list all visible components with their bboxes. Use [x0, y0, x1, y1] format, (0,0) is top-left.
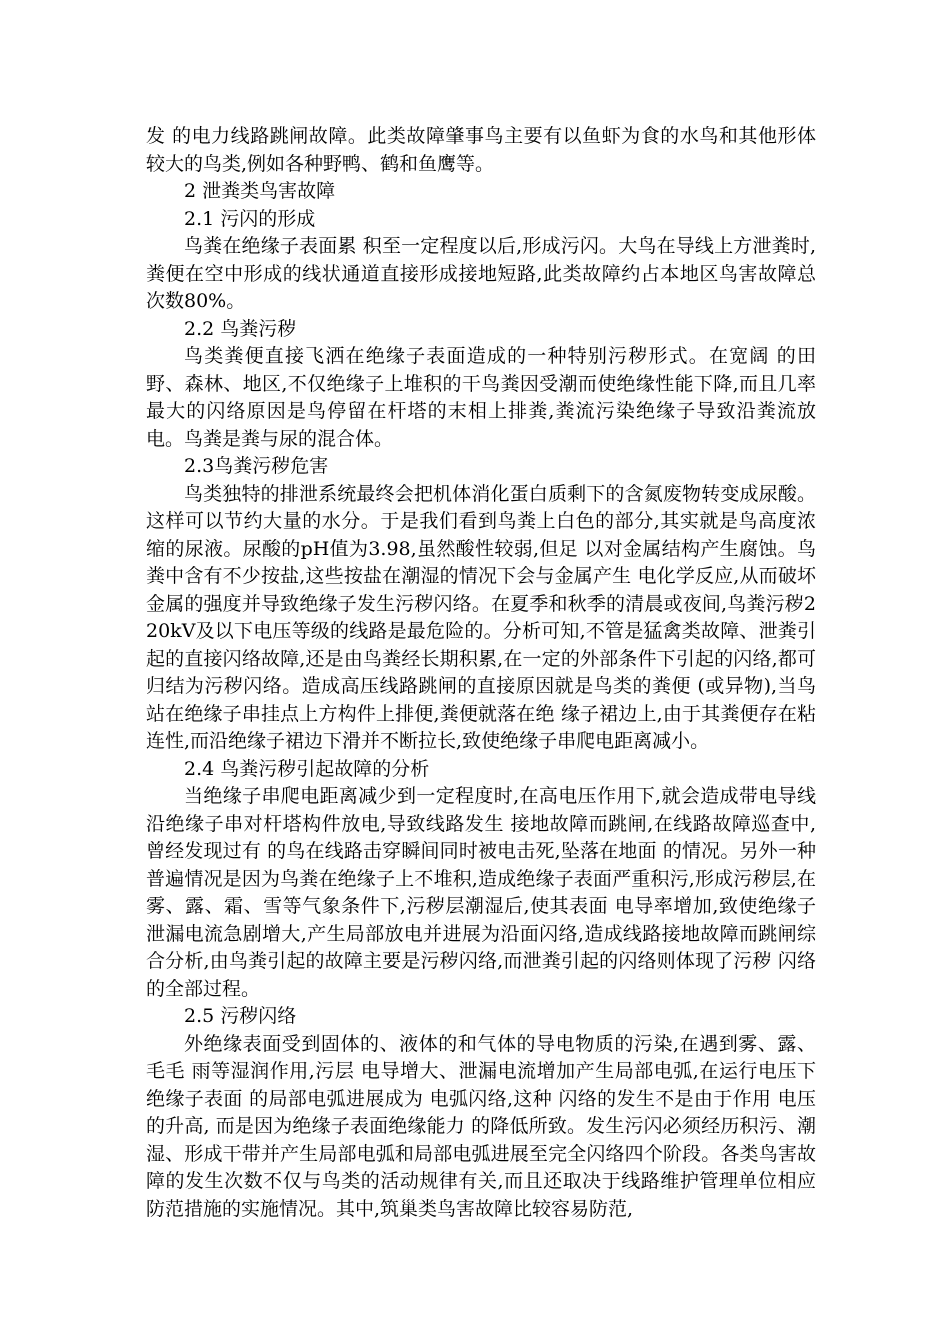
subsection-heading-2-3: 2.3鸟粪污秽危害 — [184, 455, 329, 477]
section-heading-2: 2 泄粪类鸟害故障 — [184, 180, 336, 202]
subsection-heading-2-5: 2.5 污秽闪络 — [184, 1005, 297, 1027]
paragraph-2-1: 鸟粪在绝缘子表面累 积至一定程度以后,形成污闪。大鸟在导线上方泄粪时,粪便在空中形成的线状通道直接形成接地短路,此类故障约占本地区鸟害故障总次数80%。 — [146, 235, 816, 312]
subsection-heading-2-2: 2.2 鸟粪污秽 — [184, 317, 297, 340]
paragraph-2-5: 外绝缘表面受到固体的、液体的和气体的导电物质的污染,在遇到雾、露、毛毛 雨等湿润作用,污层 电导增大、泄漏电流增加产生局部电弧,在运行电压下绝缘子表面 的局部电弧进展成为 电弧闪络,这种 闪络的发生不是由于作用 电压的升高, 而是因为绝缘子表面绝缘能力 的降低所致。发生污闪必须经历积污、潮湿、形成干带并产生局部电弧和局部电弧进展至完全闪络四个阶段。各类鸟害故障的发生次数不仅与鸟类的活动规律有关,而且还取决于线路维护管理单位相应防范措施的实施情况。其中,筑巢类鸟害故障比较容易防范, — [146, 1032, 816, 1220]
document-page — [146, 123, 816, 1223]
paragraph-continued: 发 的电力线路跳闸故障。此类故障肇事鸟主要有以鱼虾为食的水鸟和其他形体较大的鸟类,例如各种野鸭、鹤和鱼鹰等。 — [146, 125, 816, 175]
subsection-heading-2-4: 2.4 鸟粪污秽引起故障的分析 — [184, 757, 430, 780]
subsection-heading-2-1: 2.1 污闪的形成 — [184, 207, 316, 230]
paragraph-2-2: 鸟类粪便直接飞洒在绝缘子表面造成的一种特别污秽形式。在宽阔 的田野、森林、地区,不仅绝缘子上堆积的干鸟粪因受潮而使绝缘性能下降,而且几率最大的闪络原因是鸟停留在杆塔的末相上排粪,粪流污染绝缘子导致沿粪流放电。鸟粪是粪与尿的混合体。 — [146, 345, 816, 450]
paragraph-2-3: 鸟类独特的排泄系统最终会把机体消化蛋白质剩下的含氮废物转变成尿酸。这样可以节约大量的水分。于是我们看到鸟粪上白色的部分,其实就是鸟高度浓缩的尿液。尿酸的pH值为3.98,虽然酸性较弱,但足 以对金属结构产生腐蚀。鸟粪中含有不少按盐,这些按盐在潮湿的情况下会与金属产生 电化学反应,从而破坏金属的强度并导致绝缘子发生污秽闪络。在夏季和秋季的清晨或夜间,鸟粪污秽220kV及以下电压等级的线路是最危险的。分析可知,不管是猛禽类故障、泄粪引起的直接闪络故障,还是由鸟粪经长期积累,在一定的外部条件下引起的闪络,都可归结为污秽闪络。造成高压线路跳闸的直接原因就是鸟类的粪便 (或异物),当鸟站在绝缘子串挂点上方构件上排便,粪便就落在绝 缘子裙边上,由于其粪便存在粘连性,而沿绝缘子裙边下滑并不断拉长,致使绝缘子串爬电距离减小。 — [146, 482, 816, 752]
paragraph-2-4: 当绝缘子串爬电距离减少到一定程度时,在高电压作用下,就会造成带电导线沿绝缘子串对杆塔构件放电,导致线路发生 接地故障而跳闸,在线路故障巡查中,曾经发现过有 的鸟在线路击穿瞬间同时被电击死,坠落在地面 的情况。另外一种普遍情况是因为鸟粪在绝缘子上不堆积,造成绝缘子表面严重积污,形成污秽层,在雾、露、霜、雪等气象条件下,污秽层潮湿后,使其表面 电导率增加,致使绝缘子泄漏电流急剧增大,产生局部放电并进展为沿面闪络,造成线路接地故障而跳闸综合分析,由鸟粪引起的故障主要是污秽闪络,而泄粪引起的闪络则体现了污秽 闪络的全部过程。 — [146, 785, 816, 1000]
